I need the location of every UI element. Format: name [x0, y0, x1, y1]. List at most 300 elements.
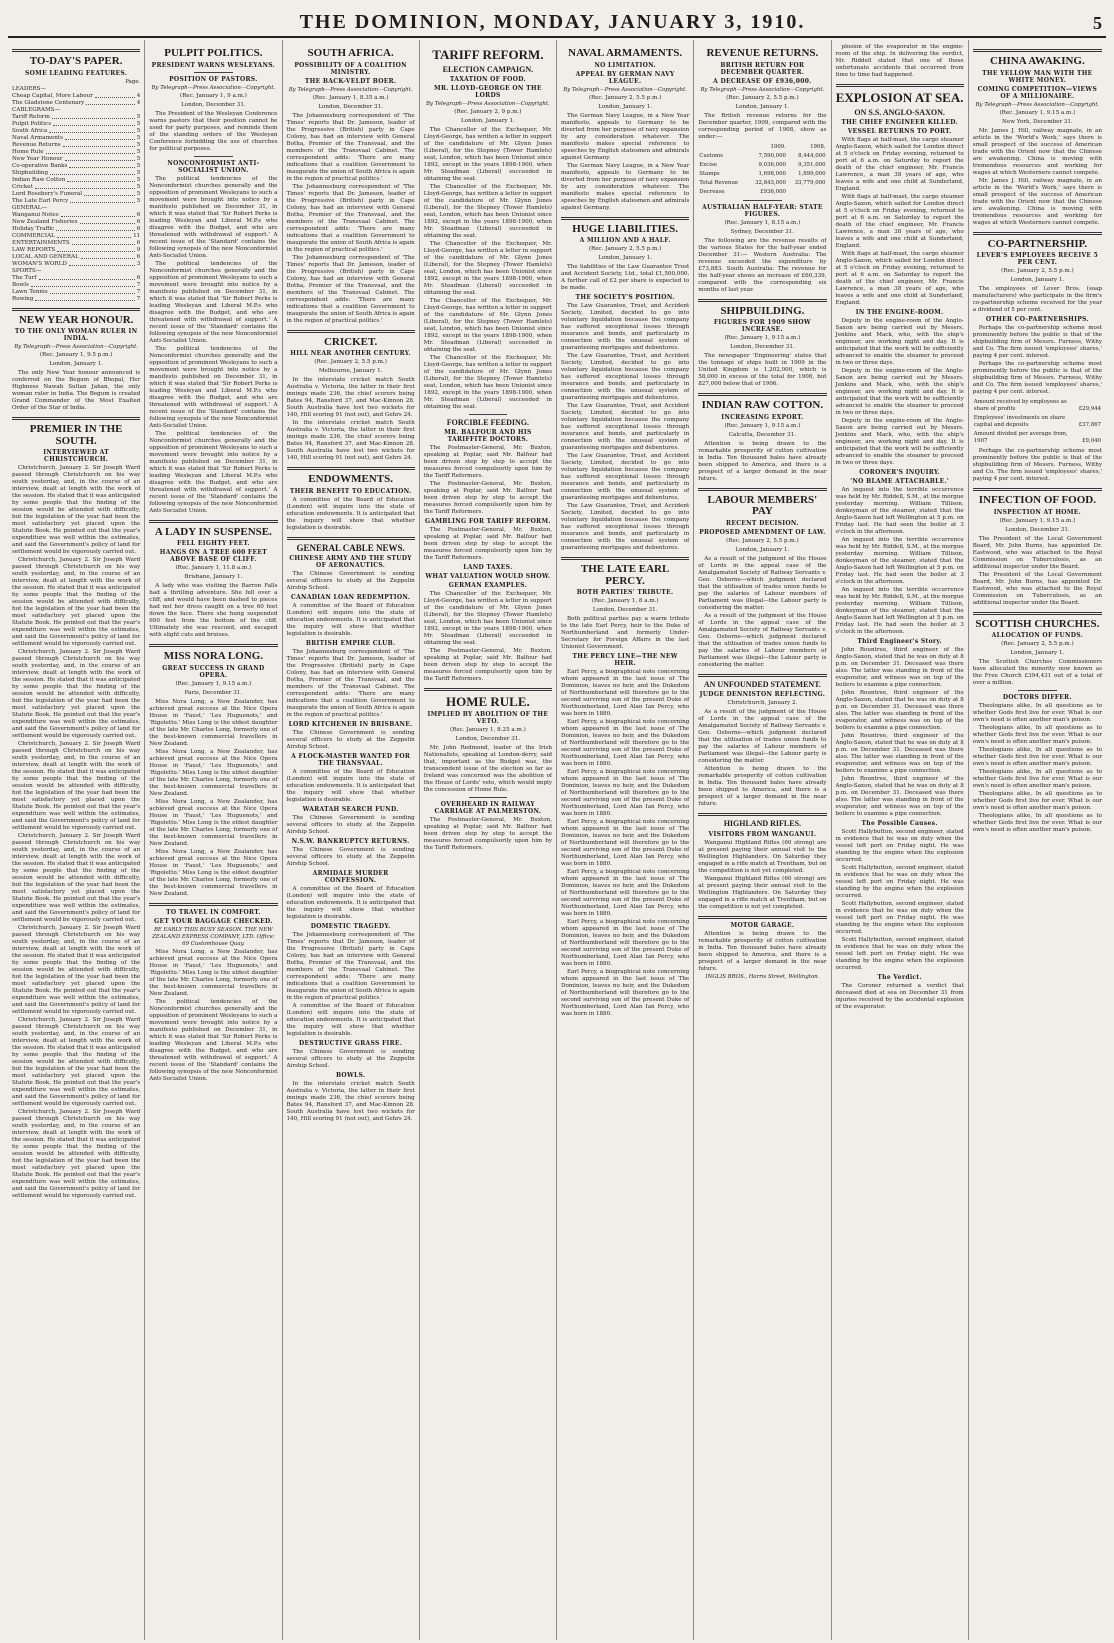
divider: [469, 797, 507, 798]
subhead: DESTRUCTIVE GRASS FIRE.: [299, 1040, 403, 1048]
paragraph: The German Navy League, in a New Year manifesto, appeals to Germany to be diverted from her purpose of navy expansion by any consideration whatever. The manifesto makes special reference to speeches by English statesmen and admirals against Germany.: [561, 162, 690, 211]
toc-entry-title: WOMAN'S WORLD: [12, 260, 67, 267]
subhead: DOMESTIC TRAGEDY.: [310, 923, 391, 931]
article-body: [287, 1081, 415, 1123]
toc-entry-page: 5: [136, 113, 141, 120]
dateline: London, January 1.: [1010, 277, 1065, 284]
paragraph: As a result of the judgment of the House of Lords in the appeal case of the Amalgamated Society of Railway Servants v. Geo. Osborne—which judgment declared that the utilisation of trades union funds to pay the salaries of Labour members of Parliament was illegal—the Labour party is considering the matter.: [698, 709, 827, 765]
toc-entry-title: Shipbuilding: [12, 169, 49, 176]
toc-entry-page: 6: [136, 218, 141, 225]
subhead: THE BACK-VELDT BOER.: [304, 77, 397, 85]
paragraph: The Chinese Government is sending several officers to study at the Zeppelin Airship School.: [286, 730, 415, 751]
toc-entry: [12, 86, 140, 93]
paragraph: In the interstate cricket match South Australia v. Victoria, the latter in their first innings made 236, the chief scorers being Bates 94, Ransford 37, and Mac-Kinnon 28. South Australia have lost two wickets for 140, Hill scoring 91 (not out), and Gehrs 24.: [286, 420, 415, 462]
received-line: (Rec. January 1, 9.15 a.m.): [999, 109, 1076, 116]
credit-line: By Telegraph—Press Association—Copyright.: [700, 86, 825, 93]
article-body: [287, 113, 415, 325]
article-body: [424, 445, 552, 516]
paragraph: The Chancellor of the Exchequer, Mr. Lloyd-George, has written a letter in support of the candidature of Mr. Glynn Jones (Liberal), for the Stepney (Tower Hamlets) seat, London, which has been Unionist since 1892, except in the years 1898-1900, when Mr. Steadman (Liberal) succeeded in obtaining the seat.: [423, 298, 552, 354]
toc-entry-page: 5: [136, 162, 141, 169]
toc-entry-page: 7: [136, 281, 141, 288]
received-line: (Rec. January 1, 9.15 a.m.): [724, 335, 801, 342]
paragraph: A committee of the Board of Education (London) will inquire into the state of education endowments. It is anticipated that the inquiry will show that whether legislation is desirable.: [286, 1003, 415, 1038]
dateline: London, December 31.: [318, 103, 383, 110]
toc-leader-dots: [31, 282, 135, 287]
subhead: ALLOCATION OF FUNDS.: [991, 632, 1084, 640]
subhead: The Possible Causes.: [861, 820, 938, 828]
headline-home-rule: HOME RULE.: [445, 694, 530, 710]
subhead-leading-features: SOME LEADING FEATURES.: [25, 69, 128, 77]
toc-entry-page: 5: [136, 127, 141, 134]
paragraph: Earl Percy, a biographical note concerning whom appeared in the last issue of The Dominion, leaves no heir, and the Dukedom of Northumberland will therefore go to the second surviving son of the present Duke of Northumberland, Lord Alan Ian Percy, who was born in 1880.: [561, 819, 690, 868]
article-body: [424, 745, 552, 794]
paragraph: An inquest into the terrible occurrence was held by Mr. Riddell, S.M., at the morgue yesterday morning. William Tillison, donkeyman of the steamer, stated that the Anglo-Saxon had left Wellington at 5 p.m. on Friday last. He had seen the boiler at 3 o'clock in the afternoon.: [835, 587, 964, 636]
toc-entry-page: 6: [136, 253, 141, 260]
paragraph: The President of the Local Government Board, Mr. John Burns, has appointed Dr. Eastwood, who was attached to the Royal Commission on Tuberculosis, as an additional inspector under the Board.: [972, 535, 1102, 570]
divider: [424, 688, 552, 691]
subhead: A DECREASE OF £936,000.: [713, 77, 812, 85]
subhead: COMING COMPETITION—VIEWS OF A MILLIONAIRE.: [977, 85, 1098, 100]
paragraph: In the interstate cricket match South Australia v. Victoria, the latter in their first innings made 236, the chief scorers being Bates 94, Ransford 37, and Mac-Kinnon 28. South Australia have lost two wickets for 140, Hill scoring 91 (not out), and Gehrs 24.: [286, 1081, 415, 1123]
dateline: London, January 1.: [1010, 650, 1065, 657]
article-body: [836, 137, 964, 307]
subhead: AUSTRALIAN HALF-YEAR: STATE FIGURES.: [702, 203, 823, 218]
column-3: [283, 40, 420, 1640]
toc-entry: [12, 135, 140, 142]
toc-entry-title: GENERAL—: [12, 204, 48, 211]
divider: [287, 467, 415, 470]
article-body: [149, 111, 277, 153]
paragraph: As a result of the judgment of the House of Lords in the appeal case of the Amalgamated Society of Railway Servants v. Geo. Osborne—which judgment declared that the utilisation of trades union funds to pay the salaries of Labour members of Parliament was illegal—the Labour party is considering the matter.: [698, 555, 827, 611]
toc-leader-dots: [57, 233, 131, 238]
divider: [1018, 690, 1057, 691]
dateline: Melbourne, January 1.: [318, 368, 383, 375]
headline-huge-liabilities: HUGE LIABILITIES.: [572, 222, 678, 235]
table-row: [698, 161, 826, 170]
subhead: APPEAL BY GERMAN NAVY LEAGUE.: [575, 70, 675, 85]
toc-entry: [12, 177, 140, 184]
toc-leader-dots: [56, 226, 134, 231]
table-cell: 9,036,000: [758, 161, 786, 168]
dateline: London, December 31.: [592, 607, 658, 614]
paragraph: The Postmaster-General, Mr. Buxton, speaking at Poplar, said Mr. Balfour had been driven step by step to accept the measures forced compulsorily upon him by the Tariff Reformers.: [423, 445, 552, 480]
toc-entry: [12, 121, 140, 128]
table-cell: [787, 188, 827, 197]
subhead: THE YELLOW MAN WITH THE WHITE MONEY.: [982, 69, 1093, 84]
table-cell: Amount received by employees as share of profits: [973, 399, 1067, 413]
toc-entry-title: Revenue Returns: [12, 141, 61, 148]
toc-leader-dots: [50, 289, 135, 294]
toc-entry-title: Rowing: [12, 295, 34, 302]
toc-entry: [12, 233, 140, 240]
subhead: VISITORS FROM WANGANUI.: [708, 830, 817, 838]
page-number: 5: [1093, 13, 1102, 33]
dateline: London, January 1.: [598, 255, 653, 262]
table-header-cell: 1909.: [770, 143, 786, 150]
paragraph: Earl Percy, a biographical note concerning whom appeared in the last issue of The Dominion, leaves no heir, and the Dukedom of Northumberland will therefore go to the second surviving son of the present Duke of Northumberland, Lord Alan Ian Percy, who was born in 1880.: [561, 969, 690, 1018]
table-cell: Employees' investments on share capital and deposits: [973, 415, 1066, 429]
paragraph: The Johannesburg correspondent of 'The Times' reports that Dr. Jameson, leader of the Progressive (British) party in Cape Colony, has had an interview with General Botha, Premier of the Transvaal, and the members of the Transvaal Cabinet. The correspondent adds: 'There are many indications that a coalition Government to inaugurate the union of South Africa is again in the region of practical politics.': [286, 649, 415, 719]
toc-entry-title: LEADERS—: [12, 85, 47, 92]
divider: [287, 330, 415, 333]
paragraph: The Chancellor of the Exchequer, Mr. Lloyd-George, has written a letter in support of the candidature of Mr. Glynn Jones (Liberal), for the Stepney (Tower Hamlets) seat, London, which has been Unionist since 1892, except in the years 1898-1900, when Mr. Steadman (Liberal) succeeded in obtaining the seat.: [423, 127, 552, 183]
received-line: (Rec. January 2, 5.5 p.m.): [726, 94, 799, 101]
subhead: TO THE ONLY WOMAN RULER IN INDIA.: [14, 328, 138, 343]
subhead: DOCTORS DIFFER.: [1002, 694, 1072, 702]
article-body: [287, 886, 415, 921]
table-cell: 32,843,000: [755, 179, 786, 186]
subhead: NONCONFORMIST ANTI-SOCIALIST UNION.: [167, 159, 260, 174]
table-row: [698, 152, 826, 161]
toc-entry: [12, 149, 140, 156]
subhead: MR. BALFOUR AND HIS TARIFFITE DOCTORS.: [444, 429, 532, 444]
toc-leader-dots: [61, 212, 135, 217]
toc-leader-dots: [65, 156, 135, 161]
toc-leader-dots: [67, 177, 134, 182]
dateline: London, December 31.: [730, 344, 795, 351]
headline-naval-armaments: NAVAL ARMAMENTS.: [568, 47, 683, 59]
toc-entry: [12, 219, 140, 226]
paragraph: The Chancellor of the Exchequer, Mr. Lloyd-George, has written a letter in support of the candidature of Mr. Glynn Jones (Liberal), for the Stepney (Tower Hamlets) seat, London, which has been Unionist since 1892, except in the years 1898-1900, when Mr. Steadman (Liberal) succeeded in obtaining the seat.: [423, 355, 552, 411]
article-body: [12, 465, 140, 1200]
article-body: [561, 303, 689, 552]
revenue-table: [698, 143, 826, 197]
paragraph: Attention is being drawn to the remarkable prosperity of cotton cultivation in India. Ten thousand bales have already been shipped to America, and there is a prospect of a larger demand in the near future.: [698, 930, 827, 972]
table-cell: £936,000: [760, 188, 786, 195]
paragraph: An inquest into the terrible occurrence was held by Mr. Riddell, S.M., at the morgue yesterday morning. William Tillison, donkeyman of the steamer, stated that the Anglo-Saxon had left Wellington at 5 p.m. on Friday last. He had seen the boiler at 3 o'clock in the afternoon.: [835, 537, 964, 586]
dateline: Calcutta, December 31.: [728, 431, 797, 438]
article-body: [973, 325, 1102, 396]
table-row: [973, 398, 1102, 414]
paragraph: Theologians alike, In all questions as to whether Gods first live for ever. What is our own's need is often another man's poison.: [972, 769, 1102, 790]
paragraph: Attention is being drawn to the remarkable prosperity of cotton cultivation in India. Ten thousand bales have already been shipped to America, and there is a prospect of a larger demand in the near future.: [698, 440, 827, 482]
paragraph: Miss Nora Long, a New Zealander, has achieved great success at the Nice Opera House in 'Faust,' 'Les Huguenots,' and 'Rigoletto.' Miss Long is the eldest daughter of the late Mr. Charles Long, formerly one of the best-known commercial travellers in New Zealand.: [149, 698, 278, 747]
credit-line: By Telegraph—Press Association—Copyright.: [975, 101, 1100, 108]
column-7: [832, 40, 969, 1640]
article-body: [698, 353, 826, 388]
paragraph: Mr. James J. Hill, railway magnate, in an article in the 'World's Work,' says there is small prospect of the success of American trade with the Orient now that the Chinese are awakening. China is moving with tremendous resources and working for wages at which Westerners cannot compete.: [972, 127, 1102, 176]
divider: [836, 84, 964, 87]
toc-entry: [12, 226, 140, 233]
paragraph: The Johannesburg correspondent of 'The Times' reports that Dr. Jameson, leader of the Progressive (British) party in Cape Colony, has had an interview with General Botha, Premier of the Transvaal, and the members of the Transvaal Cabinet. The correspondent adds: 'There are many indications that a coalition Government to inaugurate the union of South Africa is again in the region of practical politics.': [286, 112, 415, 182]
subhead: HILL NEAR ANOTHER CENTURY.: [290, 350, 411, 358]
subhead: GREAT SUCCESS IN GRAND OPERA.: [162, 664, 265, 679]
article-body: [973, 703, 1102, 834]
column-6: [694, 40, 831, 1640]
toc-entry-page: 5: [136, 120, 141, 127]
toc-entry-title: New Zealand Fisheries: [12, 218, 78, 225]
subhead: INCREASING EXPORT.: [721, 413, 804, 421]
toc-entry-title: New Year Honour: [12, 155, 63, 162]
toc-leader-dots: [57, 247, 134, 252]
column-1: [8, 40, 145, 1640]
headline-premier-south: PREMIER IN THE SOUTH.: [29, 423, 123, 447]
toc-leader-dots: [35, 184, 135, 189]
divider: [469, 414, 507, 415]
toc-entry-title: Tariff Reform: [12, 113, 50, 120]
table-row: [973, 414, 1102, 430]
toc-entry-page: 6: [136, 274, 141, 281]
article-body: [287, 815, 415, 836]
subhead: CHINESE ARMY AND THE STUDY OF AERONAUTICS.: [289, 555, 412, 570]
article-body: [973, 536, 1102, 607]
toc-entry-page: 6: [136, 239, 141, 246]
toc-entry: [12, 128, 140, 135]
toc-entry-title: Cricket: [12, 183, 33, 190]
paragraph: Earl Percy, a biographical note concerning whom appeared in the last issue of The Dominion, leaves no heir, and the Dukedom of Northumberland will therefore go to the second surviving son of the present Duke of Northumberland, Lord Alan Ian Percy, who was born in 1880.: [561, 869, 690, 918]
toc-entry-page: 4: [136, 99, 141, 106]
article-body: [836, 318, 964, 467]
article-body: [836, 829, 964, 972]
toc-entry: [12, 184, 140, 191]
paragraph: The President of the Local Government Board, Mr. John Burns, has appointed Dr. Eastwood, who was attached to the Royal Commission on Tuberculosis, as an additional inspector under the Board.: [972, 571, 1102, 606]
paragraph: Mr. John Redmond, leader of the Irish Nationalists, speaking at London-derry, said that, important as the Budget was, the transcendent issue of the election so far as Ireland was concerned was the abolition of the House of Lords' veto, which would imply the concession of Home Rule.: [423, 745, 552, 794]
article-body: [698, 931, 826, 973]
toc-entry-page: 6: [136, 211, 141, 218]
paragraph: Deputy in the engine-room of the Anglo-Saxon are being carried out by Messrs. Jenkins and Mack, who, with the ship's engineer, are working night and day. It is anticipated that the work will be sufficiently advanced to enable the steamer to proceed in two or three days.: [835, 368, 964, 417]
toc-leader-dots: [72, 240, 135, 245]
subhead: BOTH PARTIES' TRIBUTE.: [576, 589, 674, 597]
paragraph: The Johannesburg correspondent of 'The Times' reports that Dr. Jameson, leader of the Progressive (British) party in Cape Colony, has had an interview with General Botha, Premier of the Transvaal, and the members of the Transvaal Cabinet. The correspondent adds: 'There are many indications that a coalition Government to inaugurate the union of South Africa is again in the region of practical politics.': [286, 254, 415, 324]
paragraph: The Chinese Government is sending several officers to study at the Zeppelin Airship School.: [286, 847, 415, 868]
divider: [698, 916, 826, 919]
paragraph: Theologians alike, In all questions as to whether Gods first live for ever. What is our own's need is often another man's poison.: [972, 747, 1102, 768]
received-line: (Rec. January 1, 9.5 p.m.): [39, 352, 113, 359]
paragraph: Miss Nora Long, a New Zealander, has achieved great success at the Nice Opera House in 'Faust,' 'Les Huguenots,' and 'Rigoletto.' Miss Long is the eldest daughter of the late Mr. Charles Long, formerly one of the best-known commercial travellers in New Zealand.: [149, 798, 278, 847]
toc-entry-page: 7: [136, 288, 141, 295]
headline-todays-paper: TO-DAY'S PAPER.: [29, 55, 123, 67]
paragraph: Christchurch, January 2. Sir Joseph Ward passed through Christchurch on his way south yesterday, and, in the course of an interview, dealt at length with the work of the session. He stated that it was anticipated by some people that the finding of the session would be attended with difficulty, but the legislation of the year had been the most satisfactory yet placed upon the Statute Book. He pointed out that the year's expenditure was well within the estimates, and said the Government's policy of land for settlement would be vigorously carried out.: [12, 925, 141, 1016]
headline-miss-nora-long: MISS NORA LONG.: [163, 650, 264, 663]
paragraph: The Law Guarantee, Trust, and Accident Society, Limited, decided to go into voluntary liquidation because the company has suffered exceptional losses through insurance and bonds, and particularly in connection with the unusual system of guaranteeing mortgages and debentures.: [561, 453, 690, 502]
paragraph: The Chancellor of the Exchequer, Mr. Lloyd-George, has written a letter in support of the candidature of Mr. Glynn Jones (Liberal), for the Stepney (Tower Hamlets) seat, London, which has been Unionist since 1892, except in the years 1898-1900, when Mr. Steadman (Liberal) succeeded in obtaining the seat.: [423, 241, 552, 297]
toc-entry-page: 9: [136, 246, 141, 253]
toc-entry: [12, 156, 140, 163]
subhead-anglo-saxon: ON S.S. ANGLO-SAXON.: [854, 107, 945, 117]
subhead: LAND TAXES.: [463, 564, 513, 572]
toc-leader-dots: [80, 219, 135, 224]
received-line: (Rec. January 2, 5.5 p.m.): [1001, 641, 1074, 648]
paragraph: Perhaps the co-partnership scheme most prominently before the public is that of the shipbuilding firm of Messrs. Furness, Withy and Co. The firm issued 'employees' shares,' paying 4 per cent. interest.: [972, 361, 1102, 396]
toc-leader-dots: [81, 254, 135, 259]
article-body: [149, 699, 277, 898]
table-cell: 1,899,000: [798, 170, 826, 177]
received-line: (Rec. January 2, 5.5 p.m.): [314, 359, 387, 366]
toc-entry-page: 5: [136, 197, 141, 204]
toc-leader-dots: [39, 275, 135, 280]
toc-entry: [12, 142, 140, 149]
subhead: BRITISH RETURN FOR DECEMBER QUARTER.: [720, 61, 805, 76]
divider: [698, 393, 826, 396]
subhead: MR. LLOYD-GEORGE ON THE LORDS: [434, 85, 542, 100]
toc-leader-dots: [63, 142, 135, 147]
advert-text: BE EARLY THIS BUSY SEASON. THE NEW ZEALAND EXPRESS COMPANY, LTD. Office: 69 Customhouse Quay.: [152, 926, 275, 947]
toc-entry-title: The Gladstone Centenary: [12, 99, 85, 106]
dateline: London, January 1.: [735, 103, 790, 110]
toc-entry-title: ENTERTAINMENTS: [12, 239, 70, 246]
received-line: (Rec. January 1, 9.15 a.m.): [175, 680, 252, 687]
article-body: [973, 659, 1102, 687]
paragraph: The British revenue returns for the December quarter, 1909, compared with the corresponding period of 1908, show as under:—: [698, 112, 827, 140]
headline-forcible-feeding: FORCIBLE FEEDING.: [446, 418, 529, 428]
toc-entry-title: Naval Armaments: [12, 134, 63, 141]
table-cell: Total Revenue: [699, 179, 739, 186]
headline-revenue-returns: REVENUE RETURNS.: [706, 47, 819, 59]
toc-entry-title: The Late Earl Percy: [12, 197, 69, 204]
subhead: ARMIDALE MURDER CONFESSION.: [312, 870, 389, 885]
headline-infection-of-food: INFECTION OF FOOD.: [978, 494, 1096, 507]
paragraph: The political tendencies of the Nonconformist churches generally and the opposition of prominent Wesleyans to such a movement were brought into notice by a manifesto published on December 31, in which it was stated that 'Sir Robert Perks is leading Wesleyan and Liberal M.P.s who disagree with the Budget, and who are threatened with withdrawal of support.' A recent issue of the 'Standard' contains the following synopsis of the new Nonconformist Anti-Socialist Union.: [149, 345, 278, 429]
subhead: GAMBLING FOR TARIFF REFORM.: [424, 518, 551, 526]
paragraph: John Rountree, third engineer of the Anglo-Saxon, stated that he was on duty at 8 p.m. on December 31. Deceased was there also. The latter was standing in front of the evaporator, and witness was on top of the boilers to examine a pipe connection.: [835, 647, 964, 689]
toc-leader-dots: [70, 198, 134, 203]
subhead: PRESIDENT WARNS WESLEYANS.: [151, 61, 276, 69]
divider: [149, 644, 277, 647]
subhead: The Verdict.: [877, 974, 922, 982]
article-body: [287, 847, 415, 868]
column-4: [420, 40, 557, 1640]
article-body: [698, 238, 826, 294]
toc-leader-dots: [53, 121, 135, 126]
divider: [287, 537, 415, 540]
columns: [8, 40, 1106, 1640]
headline-endowments: ENDOWMENTS.: [308, 473, 393, 486]
subhead: BRITISH EMPIRE CLUB.: [305, 640, 396, 648]
article-body: [12, 370, 140, 412]
divider: [12, 308, 140, 311]
toc-entry: [12, 114, 140, 121]
paragraph: Miss Nora Long, a New Zealander, has achieved great success at the Nice Opera House in 'Faust,' 'Les Huguenots,' and 'Rigoletto.' Miss Long is the eldest daughter of the late Mr. Charles Long, formerly one of the best-known commercial travellers in New Zealand.: [149, 848, 278, 897]
paragraph: The Postmaster-General, Mr. Buxton, speaking at Poplar, said Mr. Balfour had been driven step by step to accept the measures forced compulsorily upon him by the Tariff Reformers.: [423, 527, 552, 562]
toc-entry-page: 11: [133, 232, 141, 239]
subhead: THEIR BENEFIT TO EDUCATION.: [289, 487, 412, 495]
advert-text: INGLIS BROS., Harris Street, Wellington.: [705, 973, 820, 980]
divider: [12, 417, 140, 420]
toc-entry-page: 6: [136, 225, 141, 232]
subhead: A FLOCK-MASTER WANTED FOR THE TRANSVAAL.: [291, 753, 411, 768]
credit-line: By Telegraph—Press Association—Copyright.: [14, 344, 139, 351]
paragraph: Deputy in the engine-room of the Anglo-Saxon are being carried out by Messrs. Jenkins and Mack, who, with the ship's engineer, are working night and day. It is anticipated that the work will be sufficiently advanced to enable the steamer to proceed in two or three days.: [835, 318, 964, 367]
paragraph: Theologians alike, In all questions as to whether Gods first live for ever. What is our own's need is often another man's poison.: [972, 725, 1102, 746]
paragraph: Earl Percy, a biographical note concerning whom appeared in the last issue of The Dominion, leaves no heir, and the Dukedom of Northumberland will therefore go to the second surviving son of the present Duke of Northumberland, Lord Alan Ian Percy, who was born in 1880.: [561, 919, 690, 968]
subhead: HANGS ON A TREE 600 FEET ABOVE BASE OF CLIFF.: [159, 549, 268, 564]
headline-explosion-at-sea: EXPLOSION AT SEA.: [835, 90, 964, 105]
toc-entry-title: South Africa: [12, 127, 48, 134]
paragraph: A lady who was visiting the Barron Falls had a thrilling adventure. She fell over a cliff, and would have been dashed to pieces had not her dress caught on a tree 60 feet down the face. There she hung suspended 600 feet from the bottom of the cliff. Ultimately she was rescued, and escaped with slight cuts and bruises.: [149, 583, 278, 639]
toc-entry-title: Lawn Tennis: [12, 288, 48, 295]
received-line: (Rec. January 2, 5.5 p.m.): [588, 246, 662, 253]
advert-heading: MOTOR GARAGE.: [730, 921, 795, 929]
toc-entry-title: Cheap Capital, More Labour: [12, 92, 93, 99]
table-header-cell: 1908.: [810, 143, 826, 150]
article-body: [287, 571, 415, 592]
article-body: [698, 556, 826, 669]
subhead: INSPECTION AT HOME.: [993, 508, 1082, 516]
subhead: JUDGE DENNISTON REFLECTING.: [699, 691, 826, 699]
paragraph: Perhaps the co-partnership scheme most prominently before the public is that of the shipbuilding firm of Messrs. Furness, Withy and Co. The firm issued 'employees' shares,' paying 4 per cent. interest.: [972, 325, 1102, 360]
table-row: [698, 179, 826, 188]
toc-entry: [12, 240, 140, 247]
toc-entry: [12, 205, 140, 212]
article-body: [836, 487, 964, 636]
masthead: [8, 6, 1106, 38]
headline-general-cable-news: GENERAL CABLE NEWS.: [296, 542, 405, 553]
paragraph: Theologians alike, In all questions as to whether Gods first live for ever. What is our own's need is often another man's poison.: [972, 703, 1102, 724]
headline-tariff-reform: TARIFF REFORM.: [432, 47, 544, 62]
divider: [743, 200, 781, 201]
advert-heading: GET YOUR BAGGAGE CHECKED.: [154, 917, 273, 925]
paragraph: Christchurch, January 2. Sir Joseph Ward passed through Christchurch on his way south yesterday, and, in the course of an interview, dealt at length with the work of the session. He stated that it was anticipated by some people that the finding of the session would be attended with difficulty, but the legislation of the year had been the most satisfactory yet placed upon the Statute Book. He pointed out that the year's expenditure was well within the estimates, and said the Government's policy of land for settlement would be vigorously carried out.: [12, 465, 141, 556]
toc-page-label: Page.: [125, 78, 141, 85]
subhead: FIGURES FOR 1909 SHOW INCREASE.: [713, 319, 811, 334]
toc-entry-title: Co-operative Banks: [12, 162, 68, 169]
article-body: [973, 448, 1102, 483]
paragraph: The German Navy League, in a New Year manifesto, appeals to Germany to be diverted from her purpose of navy expansion by any consideration whatever. The manifesto makes special reference to speeches by English statesmen and admirals against Germany.: [561, 112, 690, 161]
headline-pulpit-politics: PULPIT POLITICS.: [164, 47, 263, 59]
table-cell: 9,351,000: [798, 161, 826, 168]
toc-entry: [12, 107, 140, 114]
divider: [194, 72, 232, 73]
paragraph: With flags at half-mast, the cargo steamer Anglo-Saxon, which sailed for London direct at 5 o'clock on Friday evening, returned to port at 6 a.m. on Saturday to report the death of the chief engineer, Mr. Francis Lawrence, a man 38 years of age, who leaves a wife and one child at Sunderland, England.: [835, 251, 964, 307]
toc-leader-dots: [69, 163, 134, 168]
subhead: POSSIBILITY OF A COALITION MINISTRY.: [294, 61, 407, 76]
table-cell: 1,698,000: [758, 170, 786, 177]
received-line: (Rec. January 2, 5.5 p.m.): [1001, 268, 1074, 275]
toc-entry: [12, 275, 140, 282]
toc-entry-page: 3: [136, 260, 141, 267]
subhead: OVERHEARD IN RAILWAY CARRIAGE AT PALMERSTON.: [434, 801, 542, 816]
subhead: IN THE ENGINE-ROOM.: [855, 309, 944, 317]
toc-leader-dots: [50, 170, 135, 175]
toc-entry: [12, 93, 140, 100]
paragraph: Attention is being drawn to the remarkable prosperity of cotton cultivation in India. Ten thousand bales have already been shipped to America, and there is a prospect of a larger demand in the near future.: [698, 766, 827, 808]
subhead: RECENT DECISION.: [726, 519, 799, 527]
paragraph: A committee of the Board of Education (London) will inquire into the state of education endowments. It is anticipated that the inquiry will show that whether legislation is desirable.: [286, 496, 415, 531]
toc-entry-title: The Turf: [12, 274, 37, 281]
subhead: GERMAN EXAMPLES.: [448, 582, 527, 590]
subhead-election-campaign: ELECTION CAMPAIGN.: [442, 64, 534, 74]
subhead: POSITION OF PASTORS.: [169, 75, 258, 83]
received-line: (Rec. January 2, 5.5 p.m.): [588, 94, 662, 101]
paragraph: Christchurch, January 2. Sir Joseph Ward passed through Christchurch on his way south yesterday, and, in the course of an interview, dealt at length with the work of the session. He stated that it was anticipated by some people that the finding of the session would be attended with difficulty, but the legislation of the year had been the most satisfactory yet placed upon the Statute Book. He pointed out that the year's expenditure was well within the estimates, and said the Government's policy of land for settlement would be vigorously carried out.: [12, 1109, 141, 1200]
toc-entry-page: 5: [136, 169, 141, 176]
paragraph: In the interstate cricket match South Australia v. Victoria, the latter in their first innings made 236, the chief scorers being Bates 94, Ransford 37, and Mac-Kinnon 28. South Australia have lost two wickets for 140, Hill scoring 91 (not out), and Gehrs 24.: [286, 377, 415, 419]
article-body: [149, 583, 277, 639]
toc-entry: [12, 100, 140, 107]
subhead: OTHER CO-PARTNERSHIPS.: [985, 316, 1089, 324]
headline-shipbuilding: SHIPBUILDING.: [720, 304, 805, 317]
toc-entry: [12, 254, 140, 261]
divider: [149, 520, 277, 523]
divider: [194, 156, 232, 157]
column-5: [557, 40, 694, 1640]
subhead: THE SOCIETY'S POSITION.: [575, 294, 675, 302]
article-body: [287, 730, 415, 751]
paragraph: John Rountree, third engineer of the Anglo-Saxon, stated that he was on duty at 8 p.m. on December 31. Deceased was there also. The latter was standing in front of the evaporator, and witness was on top of the boilers to examine a pipe connection.: [835, 776, 964, 818]
table-cell: Excise: [699, 161, 717, 168]
article-body: [973, 286, 1102, 314]
toc-entry-page: 5: [136, 183, 141, 190]
toc-entry-title: Pulpit Politics: [12, 120, 52, 127]
paragraph: John Rountree, third engineer of the Anglo-Saxon, stated that he was on duty at 8 p.m. on December 31. Deceased was there also. The latter was standing in front of the evaporator, and witness was on top of the boilers to examine a pipe connection.: [835, 733, 964, 775]
subhead: FELL EIGHTY FEET.: [177, 540, 250, 548]
table-header-cell: [698, 143, 747, 152]
toc-entry-page: 7: [136, 295, 141, 302]
divider: [973, 49, 1102, 52]
article-body: [149, 949, 277, 1083]
article-body: [698, 709, 826, 808]
paragraph: The political tendencies of the Nonconformist churches generally and the opposition of prominent Wesleyans to such a movement were brought into notice by a manifesto published on December 31, in which it was stated that 'Sir Robert Perks is leading Wesleyan and Liberal M.P.s who disagree with the Budget, and who are threatened with withdrawal of support.' A recent issue of the 'Standard' contains the following synopsis of the new Nonconformist Anti-Socialist Union.: [149, 260, 278, 344]
